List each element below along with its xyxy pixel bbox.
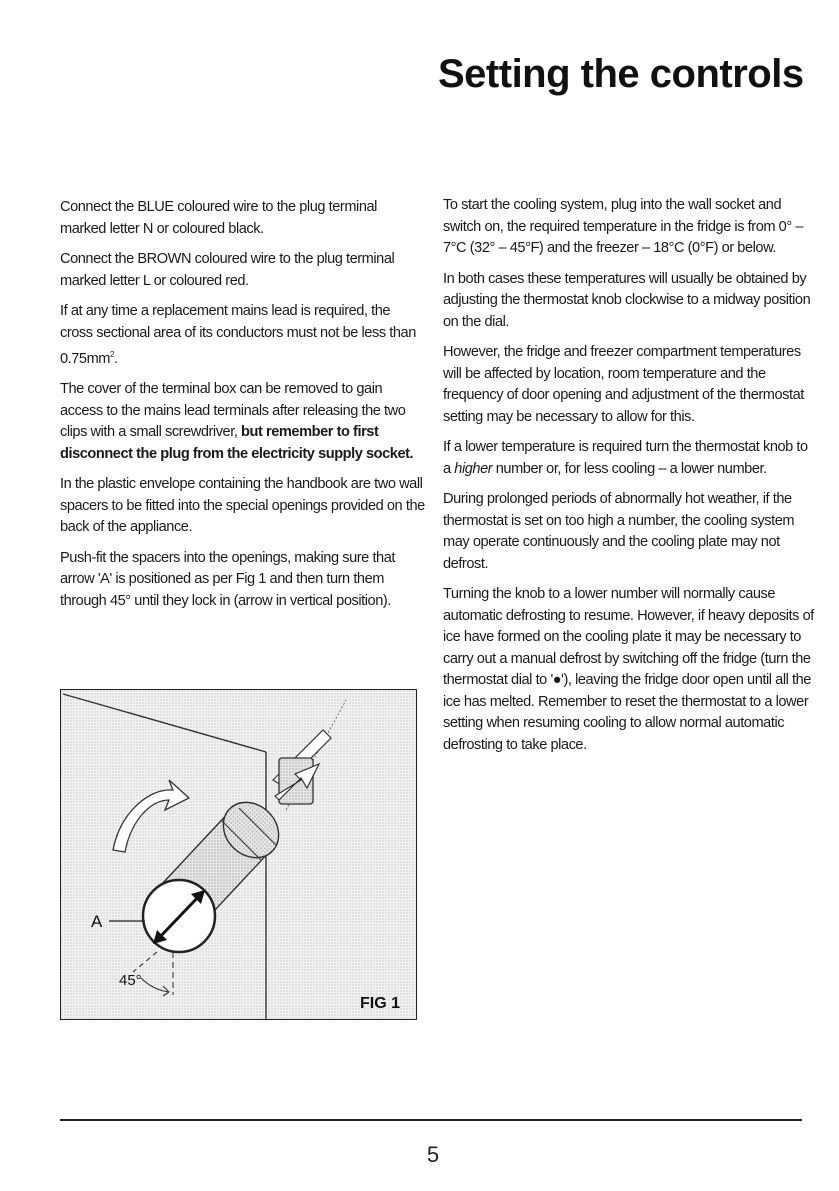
page-title: Setting the controls	[438, 52, 804, 96]
terminal-box-text: The cover of the terminal box can be removed to gain access to the mains lead terminals after releasing the two clips with a small screwdriver,	[60, 381, 406, 441]
superscript-two: 2	[110, 350, 115, 359]
page-number: 5	[426, 1142, 440, 1167]
paragraph-midway-position: In both cases these temperatures will usually be obtained by adjusting the thermostat knob clockwise to a midway position on the dial.	[443, 270, 811, 330]
higher-emphasis: higher	[454, 460, 493, 477]
wall-spacer-illustration	[61, 690, 417, 1020]
lower-temp-end: number or, for less cooling – a lower number.	[492, 460, 767, 477]
mains-lead-text: If at any time a replacement mains lead is required, the cross sectional area of its conductors must not be less than 0.75mm	[60, 303, 416, 367]
right-column	[443, 195, 815, 765]
paragraph-mains-lead	[60, 301, 425, 370]
left-column	[60, 197, 425, 621]
lower-temp-text: If a lower temperature is required turn the thermostat knob to a	[443, 439, 808, 477]
mains-lead-end: .	[114, 350, 118, 367]
paragraph-push-fit: Push-fit the spacers into the openings, making sure that arrow 'A' is positioned as per Fig 1 and then turn them through 45° until they lock in (arrow in vertical position).	[60, 549, 395, 609]
paragraph-lower-temperature	[443, 437, 815, 480]
paragraph-blue-wire: Connect the BLUE coloured wire to the plug terminal marked letter N or coloured black.	[60, 199, 377, 237]
paragraph-manual-defrost: Turning the knob to a lower number will normally cause automatic defrosting to resume. However, if heavy deposits of ice have formed on the cooling plate it may be necessary to carry out a manual defrost by switching off the fridge (turn the thermostat dial to '●'), leaving the fridge door open until all the ice has melted. Remember to reset the thermostat to a lower setting when resuming cooling to allow normal automatic defrosting to take place.	[443, 586, 814, 753]
label-angle: 45°	[119, 972, 142, 989]
label-arrow-a: A	[91, 912, 103, 931]
paragraph-wall-spacers: In the plastic envelope containing the handbook are two wall spacers to be fitted into the special openings provided on the back of the appliance.	[60, 476, 425, 536]
figure-wall-spacer	[60, 689, 417, 1020]
paragraph-start-cooling: To start the cooling system, plug into the wall socket and switch on, the required temperature in the fridge is from 0° – 7°C (32° – 45°F) and the freezer – 18°C (0°F) or below.	[443, 197, 803, 256]
figure-label: FIG 1	[359, 995, 400, 1012]
paragraph-hot-weather: During prolonged periods of abnormally hot weather, if the thermostat is set on too high a number, the cooling system may operate continuously and the cooling plate may not defrost.	[443, 491, 795, 572]
paragraph-temperature-factors: However, the fridge and freezer compartment temperatures will be affected by location, room temperature and the frequency of door opening and adjustment of the thermostat setting may be necessary to allow for this.	[443, 344, 804, 425]
footer-rule	[60, 1119, 802, 1121]
paragraph-brown-wire: Connect the BROWN coloured wire to the plug terminal marked letter L or coloured red.	[60, 251, 395, 289]
paragraph-terminal-box	[60, 379, 425, 465]
disconnect-warning: but remember to first disconnect the plug from the electricity supply socket.	[60, 424, 414, 462]
